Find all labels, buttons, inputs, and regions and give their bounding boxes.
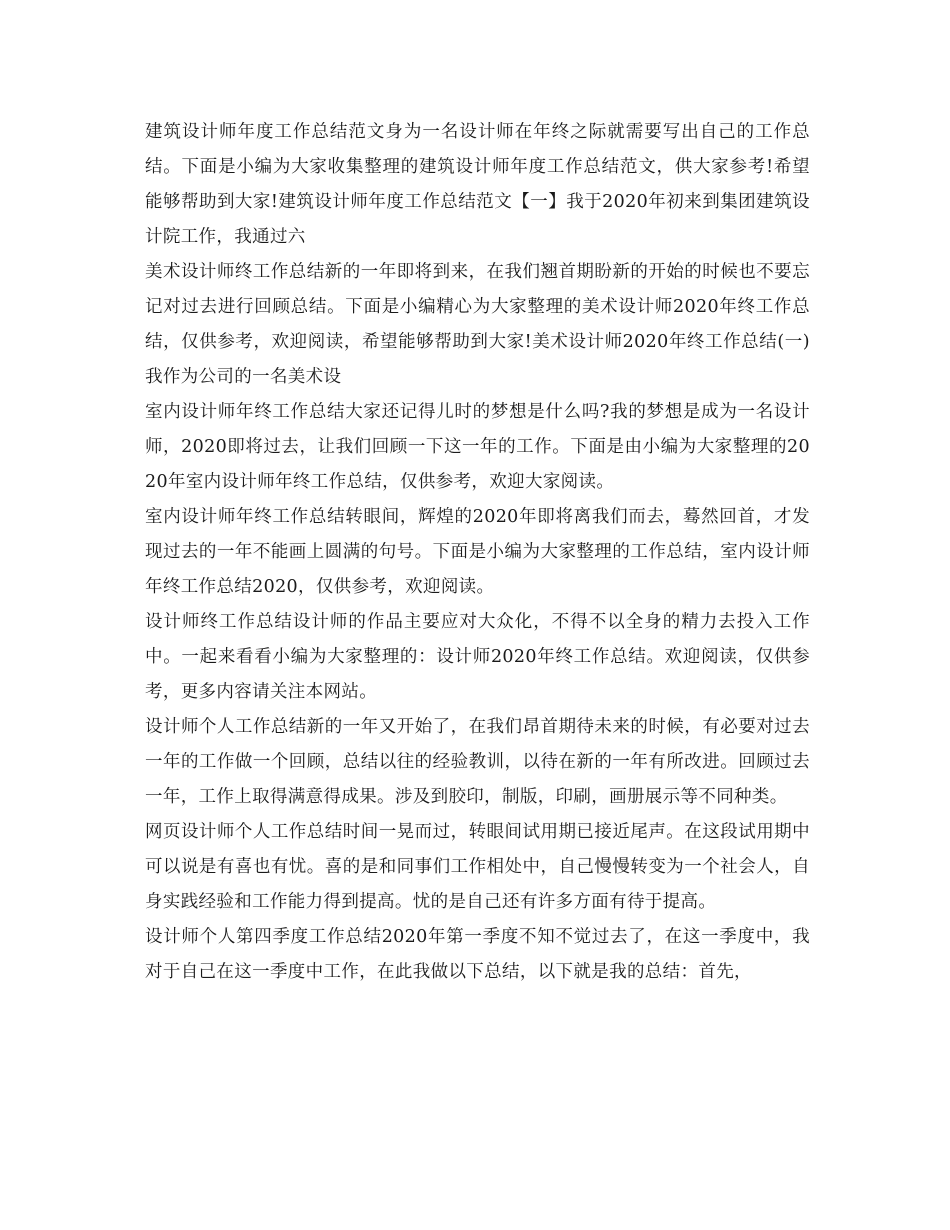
paragraph-interior-designer-summary-1: 室内设计师年终工作总结大家还记得儿时的梦想是什么吗?我的梦想是成为一名设计师，2020即将过去，让我们回顾一下这一年的工作。下面是由小编为大家整理的2020年室内设计师年终工作总结，仅供参考，欢迎大家阅读。 bbox=[145, 402, 810, 492]
paragraph-designer-year-end-summary: 设计师终工作总结设计师的作品主要应对大众化，不得不以全身的精力去投入工作中。一起来看看小编为大家整理的：设计师2020年终工作总结。欢迎阅读，仅供参考，更多内容请关注本网站。 bbox=[145, 612, 810, 702]
paragraph-interior-designer-summary-2: 室内设计师年终工作总结转眼间，辉煌的2020年即将离我们而去，蓦然回首，才发现过去的一年不能画上圆满的句号。下面是小编为大家整理的工作总结，室内设计师年终工作总结2020，仅供参考，欢迎阅读。 bbox=[145, 507, 810, 597]
paragraph-designer-quarterly-summary: 设计师个人第四季度工作总结2020年第一季度不知不觉过去了，在这一季度中，我对于自己在这一季度中工作，在此我做以下总结，以下就是我的总结：首先， bbox=[145, 927, 810, 982]
paragraph-designer-personal-summary: 设计师个人工作总结新的一年又开始了，在我们昂首期待未来的时候，有必要对过去一年的工作做一个回顾，总结以往的经验教训，以待在新的一年有所改进。回顾过去一年，工作上取得满意得成果。涉及到胶印，制版，印刷，画册展示等不同种类。 bbox=[145, 717, 810, 807]
paragraph-architect-summary: 建筑设计师年度工作总结范文身为一名设计师在年终之际就需要写出自己的工作总结。下面是小编为大家收集整理的建筑设计师年度工作总结范文，供大家参考!希望能够帮助到大家!建筑设计师年度工作总结范文【一】我于2020年初来到集团建筑设计院工作，我通过六 bbox=[145, 122, 810, 247]
paragraph-art-designer-summary: 美术设计师终工作总结新的一年即将到来，在我们翘首期盼新的开始的时候也不要忘记对过去进行回顾总结。下面是小编精心为大家整理的美术设计师2020年终工作总结，仅供参考，欢迎阅读，希望能够帮助到大家!美术设计师2020年终工作总结(一)我作为公司的一名美术设 bbox=[145, 262, 810, 387]
document-body bbox=[145, 115, 810, 990]
paragraph-web-designer-summary: 网页设计师个人工作总结时间一晃而过，转眼间试用期已接近尾声。在这段试用期中可以说是有喜也有忧。喜的是和同事们工作相处中，自己慢慢转变为一个社会人，自身实践经验和工作能力得到提高。忧的是自己还有许多方面有待于提高。 bbox=[145, 822, 810, 912]
